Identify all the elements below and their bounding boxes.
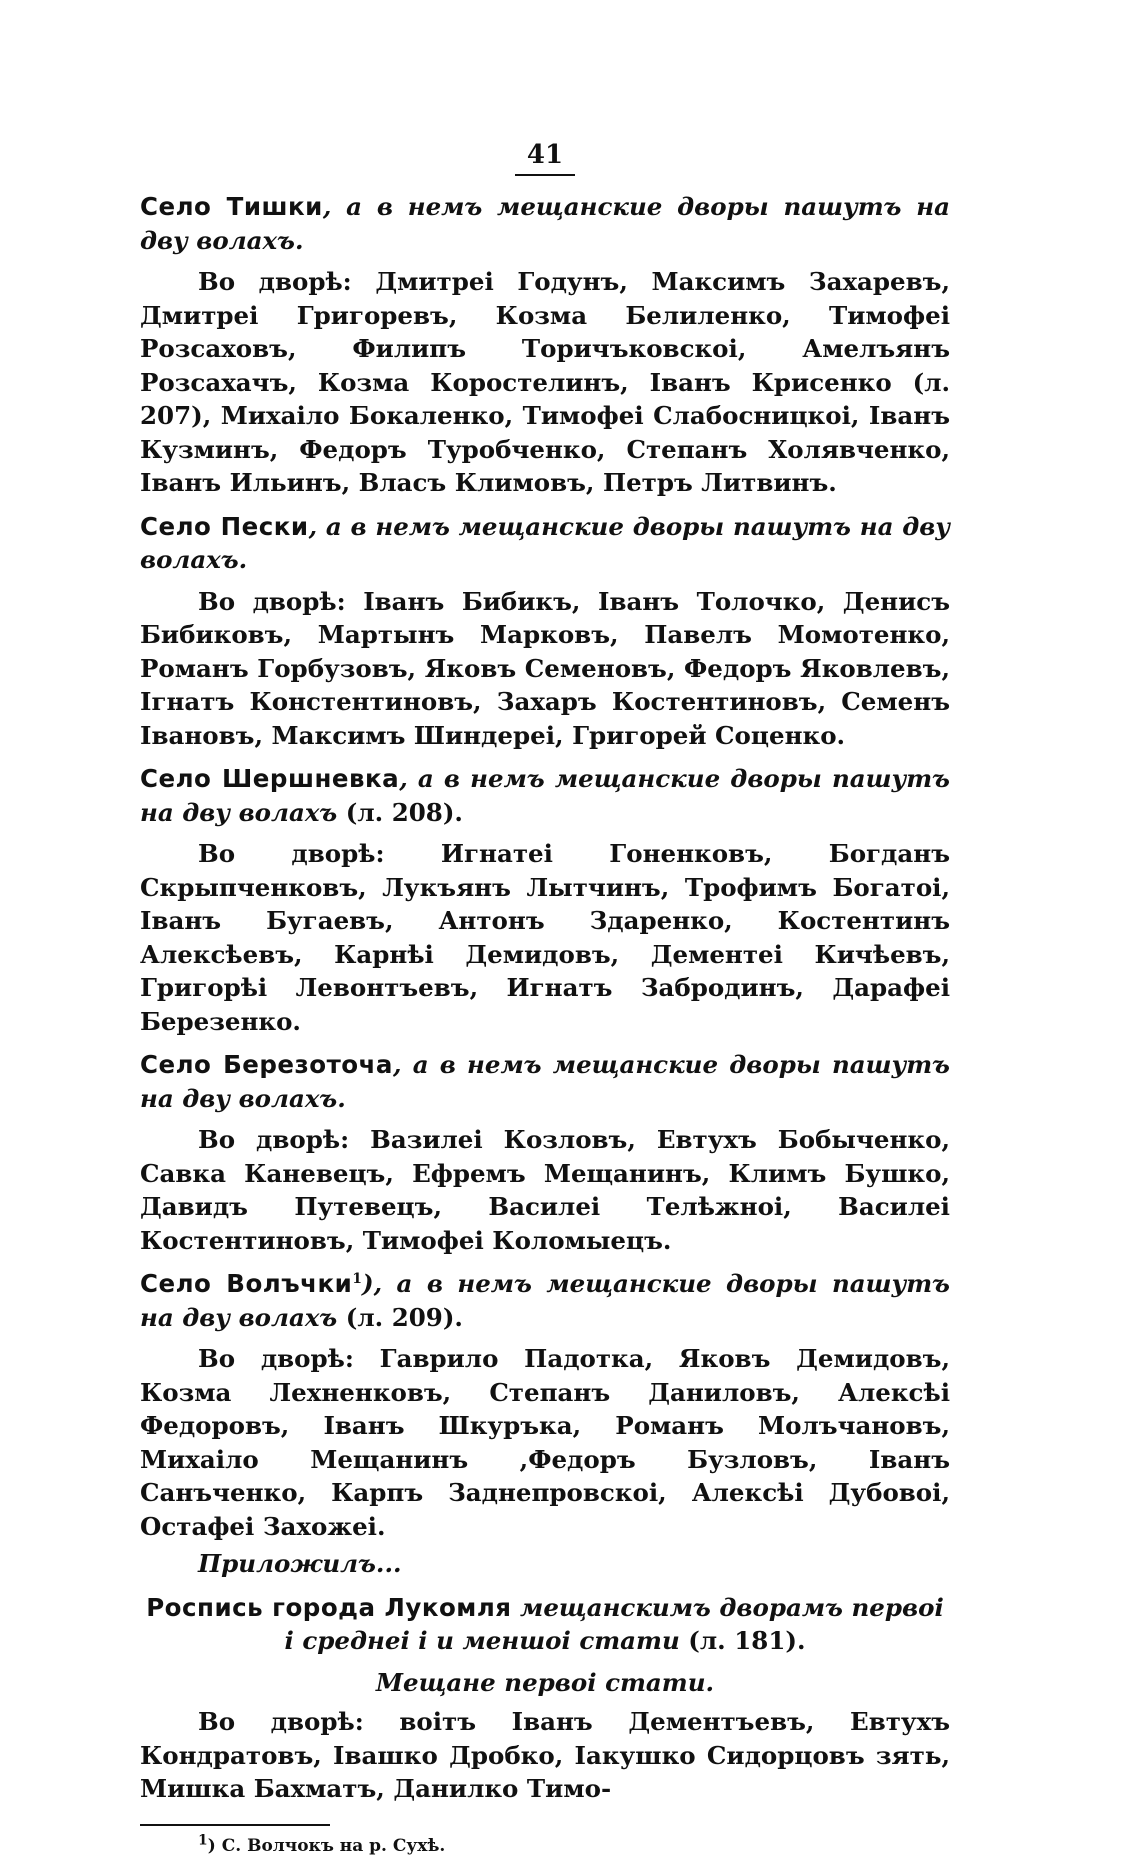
register-subtitle: Мещане первоі стати. [375,1667,715,1697]
heading-text: ), а в немъ мещанские дворы пашутъ на дву волахъ [140,1269,950,1332]
footnote [198,1831,950,1858]
register-heading [140,1591,950,1658]
village-name: Село Волъчки [140,1269,353,1298]
section-heading [140,510,950,577]
footnote-mark: 1 [198,1831,208,1848]
section-heading [140,1048,950,1115]
page-number: 41 [515,140,575,176]
folio-reference: (л. 208). [337,797,463,827]
village-name: Село Шершневка [140,764,400,793]
signature-line: Приложилъ... [198,1549,402,1578]
folio-reference: (л. 181). [679,1626,806,1655]
register-title-tail: мещанскимъ дворамъ первоі і среднеі і и меншоі стати [284,1592,944,1655]
village-name: Село Пески [140,511,309,541]
footnote-text: ) С. Волчокъ на р. Сухѣ. [207,1835,446,1856]
footnote-mark: 1 [352,1270,363,1287]
heading-text: , а в немъ мещанские дворы пашутъ на дву волахъ. [140,192,950,255]
folio-reference: (л. 209). [337,1302,463,1332]
household-list: Во дворѣ: Дмитреі Годунъ, Максимъ Захаревъ, Дмитреі Григоревъ, Козма Белиленко, Тимофеі Розсаховъ, Филипъ Торичъковскоі, Амелъянъ Розсахачъ, Козма Коростелинъ, Іванъ Крисенко (л. 207), Михаіло Бокаленко, Тимофеі Слабосницкоі, Іванъ Кузминъ, Федоръ Туробченко, Степанъ Холявченко, Іванъ Ильинъ, Власъ Климовъ, Петръ Литвинъ. [140,267,950,497]
village-name: Село Тишки [140,192,323,221]
section-heading [140,190,950,257]
heading-text: , а в немъ мещанские дворы пашутъ на дву волахъ [140,764,950,827]
heading-text: , а в немъ мещанские дворы пашутъ на дву волахъ. [140,511,951,574]
household-list: Во дворѣ: Игнатеі Гоненковъ, Богданъ Скрыпченковъ, Лукъянъ Лытчинъ, Трофимъ Богатоі, Іванъ Бугаевъ, Антонъ Здаренко, Костентинъ Алексѣевъ, Карнѣі Демидовъ, Дементеі Кичѣевъ, Григорѣі Левонтъевъ, Игнатъ Забродинъ, Дарафеі Березенко. [140,839,950,1036]
household-list: Во дворѣ: воітъ Іванъ Дементъевъ, Евтухъ Кондратовъ, Івашко Дробко, Іакушко Сидорцовъ зять, Мишка Бахматъ, Данилко Тимо- [140,1707,950,1803]
register-title: Роспись города Лукомля [146,1592,512,1622]
village-name: Село Березоточа [140,1050,393,1079]
household-list: Во дворѣ: Вазилеі Козловъ, Евтухъ Бобыченко, Савка Каневецъ, Ефремъ Мещанинъ, Климъ Бушко, Давидъ Путевецъ, Василеі Телѣжноі, Василеі Костентиновъ, Тимофеі Коломыецъ. [140,1125,950,1255]
household-list: Во дворѣ: Гаврило Падотка, Яковъ Демидовъ, Козма Лехненковъ, Степанъ Даниловъ, Алексѣі Федоровъ, Іванъ Шкуръка, Романъ Молъчановъ, Михаіло Мещанинъ ,Федоръ Бузловъ, Іванъ Санъченко, Карпъ Заднепровскоі, Алексѣі Дубовоі, Остафеі Захожеі. [140,1344,950,1541]
footnote-divider [140,1824,330,1826]
section-heading [140,1267,950,1334]
household-list: Во дворѣ: Іванъ Бибикъ, Іванъ Толочко, Денисъ Бибиковъ, Мартынъ Марковъ, Павелъ Момотенко, Романъ Горбузовъ, Яковъ Семеновъ, Федоръ Яковлевъ, Ігнатъ Констентиновъ, Захаръ Костентиновъ, Семенъ Івановъ, Максимъ Шиндереі, Григорей Соценко. [140,586,950,750]
document-page [140,140,950,1858]
heading-text: , а в немъ мещанские дворы пашутъ на дву волахъ. [140,1050,950,1113]
section-heading [140,762,950,829]
